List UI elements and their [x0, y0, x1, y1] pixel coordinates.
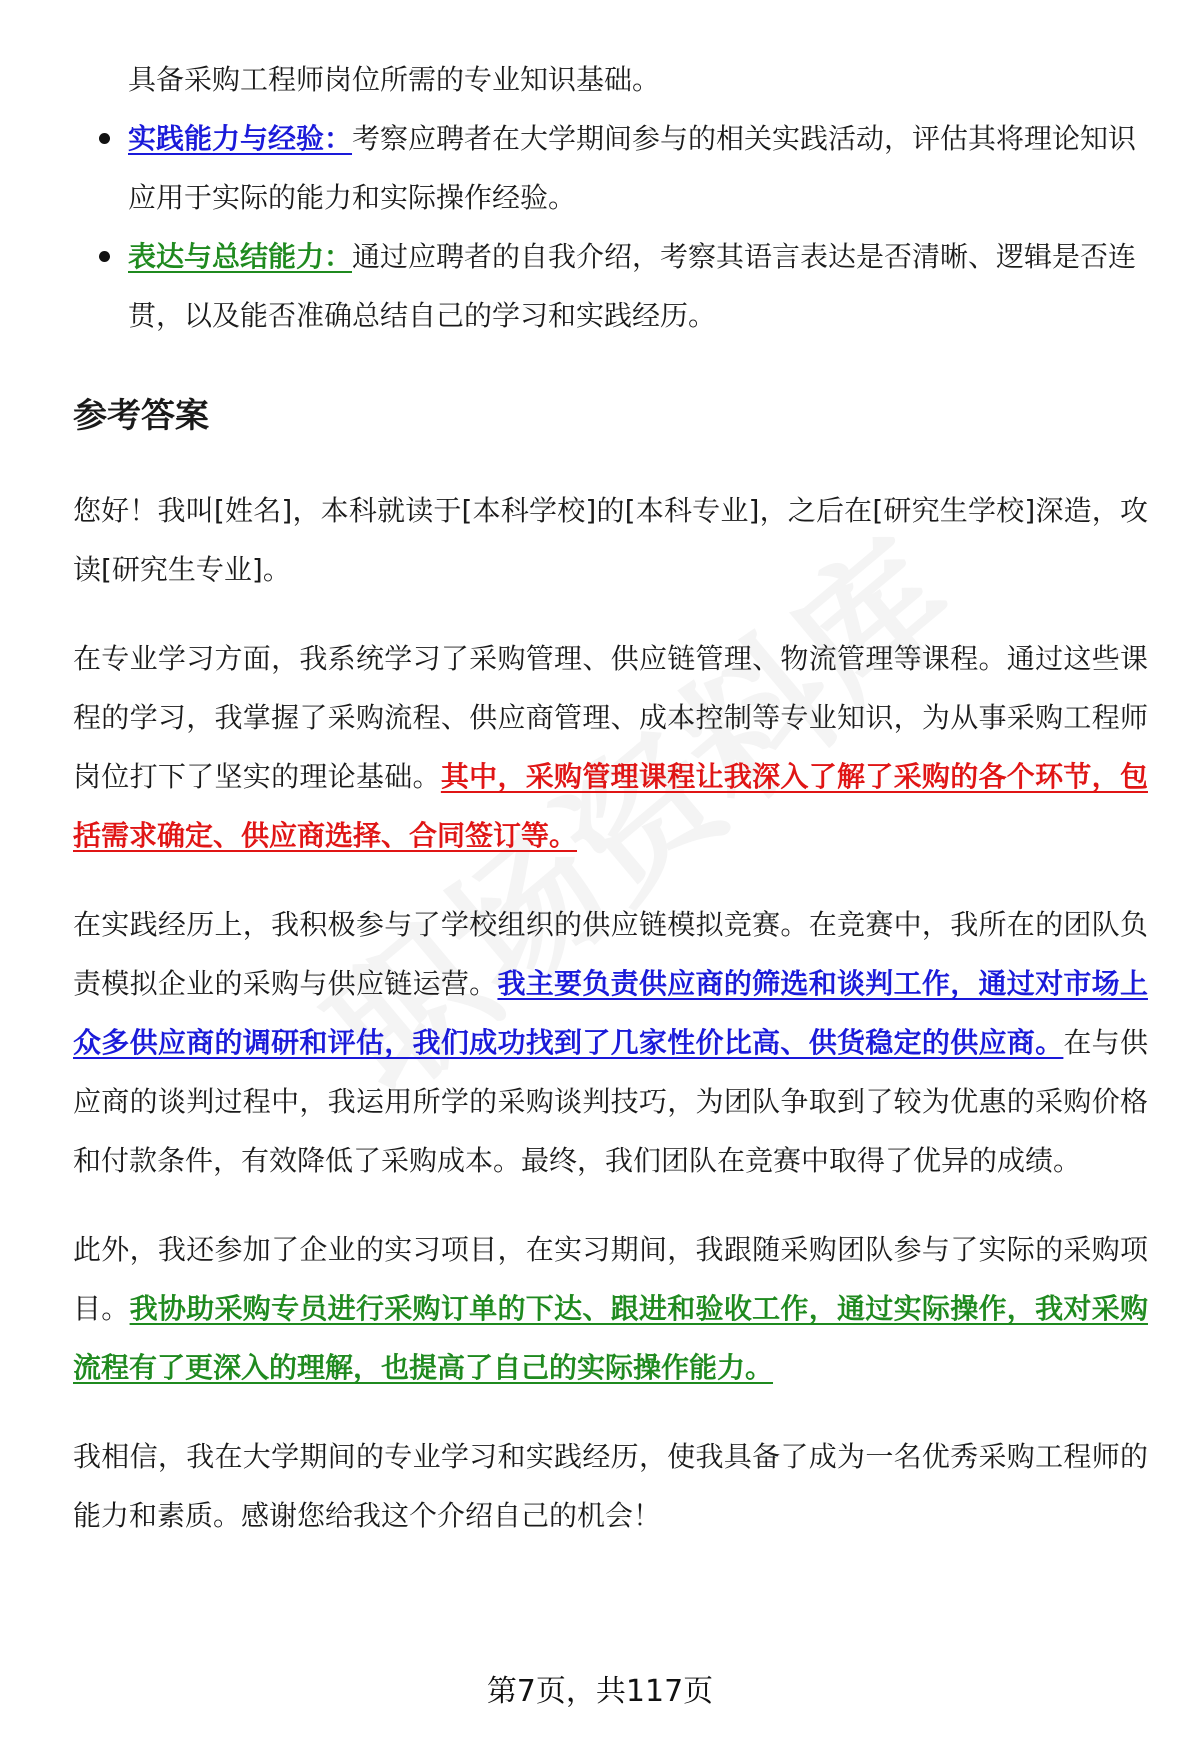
list-item — [73, 227, 1148, 345]
list-item — [73, 109, 1148, 227]
bullet-dot-icon — [99, 133, 110, 144]
paragraph-text: 在专业学习方面，我系统学习了采购管理、供应链管理、物流管理等课程。通过这些课程的学习，我掌握了采购流程、供应商管理、成本控制等专业知识，为从事采购工程师岗位打下了坚实的理论基础。 — [73, 642, 1148, 793]
highlight-green: 我协助采购专员进行采购订单的下达、跟进和验收工作，通过实际操作，我对采购流程有了更深入的理解，也提高了自己的实际操作能力。 — [73, 1292, 1148, 1384]
answer-paragraph-1: 您好！我叫[姓名]，本科就读于[本科学校]的[本科专业]，之后在[研究生学校]深造，攻读[研究生专业]。 — [73, 494, 1148, 586]
bullet-keyword: 实践能力与经验： — [128, 122, 353, 155]
highlight-blue: 我主要负责供应商的筛选和谈判工作，通过对市场上众多供应商的调研和评估，我们成功找到了几家性价比高、供货稳定的供应商。 — [73, 967, 1148, 1059]
answer-paragraph-4 — [73, 1220, 1148, 1397]
answer-paragraph-2 — [73, 629, 1148, 865]
answer-paragraph-5: 我相信，我在大学期间的专业学习和实践经历，使我具备了成为一名优秀采购工程师的能力和素质。感谢您给我这个介绍自己的机会！ — [73, 1440, 1148, 1532]
paragraph-text: 此外，我还参加了企业的实习项目，在实习期间，我跟随采购团队参与了实际的采购项目。 — [73, 1233, 1148, 1325]
section-heading: 参考答案 — [73, 396, 209, 436]
paragraph-text: 在实践经历上，我积极参与了学校组织的供应链模拟竞赛。在竞赛中，我所在的团队负责模拟企业的采购与供应链运营。 — [73, 908, 1148, 1000]
bullet-keyword: 表达与总结能力： — [128, 240, 353, 273]
bullet-dot-icon — [99, 251, 110, 262]
intro-continuation: 具备采购工程师岗位所需的专业知识基础。 — [128, 63, 661, 96]
criteria-list — [73, 109, 1148, 345]
page-number: 第7页，共117页 — [486, 1674, 714, 1709]
answer-paragraph-3 — [73, 895, 1148, 1190]
highlight-red: 其中，采购管理课程让我深入了解了采购的各个环节，包括需求确定、供应商选择、合同签订等。 — [73, 760, 1148, 852]
document-page — [73, 50, 1148, 1545]
bullet-text: 通过应聘者的自我介绍，考察其语言表达是否清晰、逻辑是否连贯，以及能否准确总结自己的学习和实践经历。 — [128, 240, 1137, 332]
paragraph-text: 在与供应商的谈判过程中，我运用所学的采购谈判技巧，为团队争取到了较为优惠的采购价格和付款条件，有效降低了采购成本。最终，我们团队在竞赛中取得了优异的成绩。 — [73, 1026, 1148, 1177]
bullet-text: 考察应聘者在大学期间参与的相关实践活动，评估其将理论知识应用于实际的能力和实际操作经验。 — [128, 122, 1137, 214]
